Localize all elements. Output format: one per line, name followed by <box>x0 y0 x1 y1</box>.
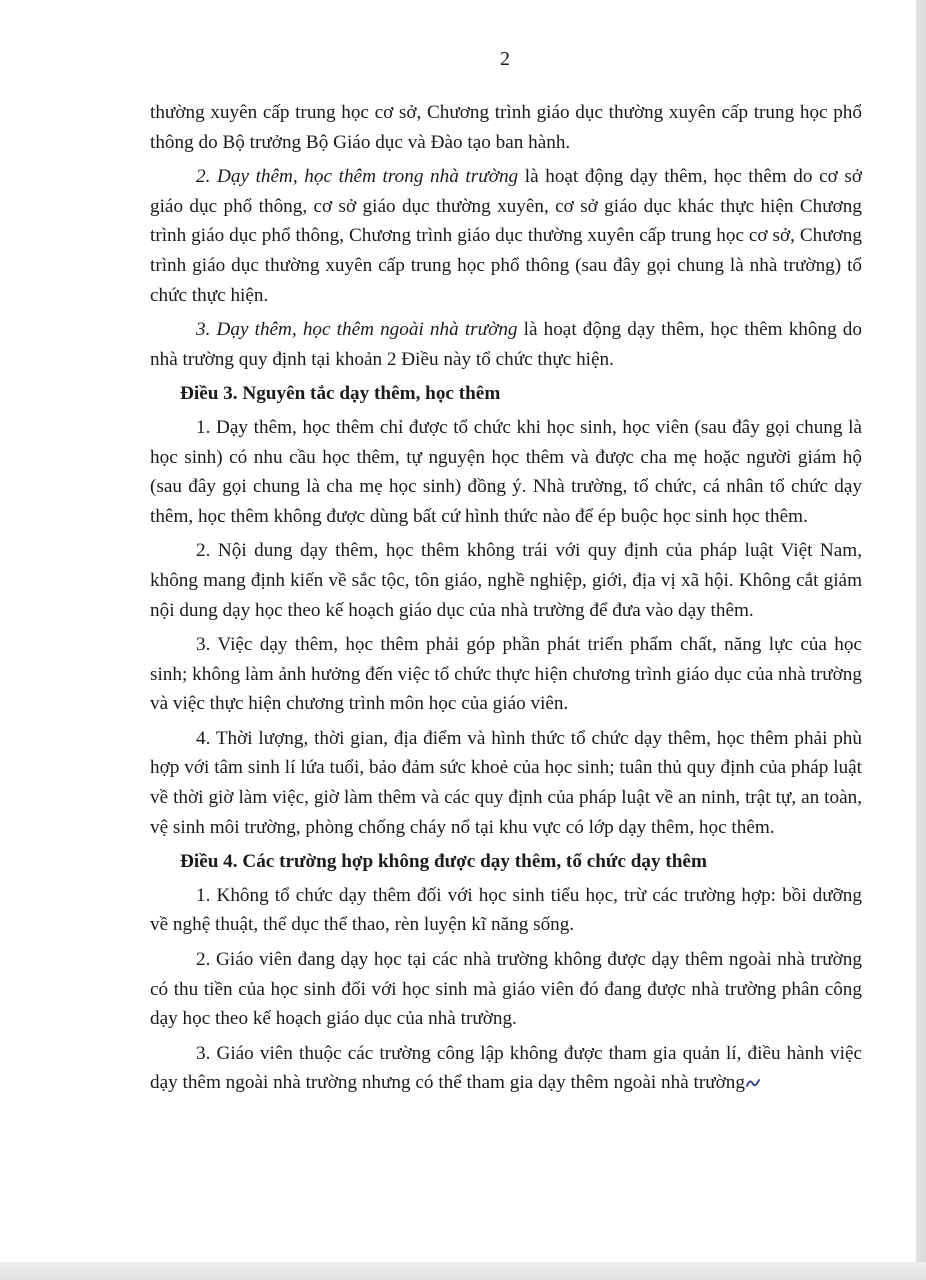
page-number: 2 <box>500 48 510 70</box>
article-3-clause-1: 1. Dạy thêm, học thêm chỉ được tổ chức khi học sinh, học viên (sau đây gọi chung là học sinh) có nhu cầu học thêm, tự nguyện học thêm và được cha mẹ hoặc người giám hộ (sau đây gọi chung là cha mẹ học sinh) đồng ý. Nhà trường, tổ chức, cá nhân tổ chức dạy thêm, học thêm không được dùng bất cứ hình thức nào để ép buộc học sinh học thêm. <box>150 416 862 527</box>
article-3-clause-2: 2. Nội dung dạy thêm, học thêm không trái với quy định của pháp luật Việt Nam, không mang định kiến về sắc tộc, tôn giáo, nghề nghiệp, giới, địa vị xã hội. Không cắt giảm nội dung dạy học theo kế hoạch giáo dục của nhà trường để đưa vào dạy thêm. <box>150 540 862 621</box>
article-3-clause-3: 3. Việc dạy thêm, học thêm phải góp phần phát triển phẩm chất, năng lực của học sinh; không làm ảnh hưởng đến việc tổ chức thực hiện chương trình giáo dục của nhà trường và việc thực hiện chương trình môn học của giáo viên. <box>150 634 862 715</box>
scan-edge-shadow <box>916 0 926 1280</box>
initial-signature-mark <box>745 1076 761 1090</box>
term-outside-school: 3. Dạy thêm, học thêm ngoài nhà trường <box>196 319 518 341</box>
definition-paragraph-2 <box>150 162 862 310</box>
definition-text-3: là hoạt động dạy thêm, học thêm không do nhà trường quy định tại khoản 2 Điều này tổ chức thực hiện. <box>150 319 862 370</box>
article-4-clause-3-text: 3. Giáo viên thuộc các trường công lập không được tham gia quản lí, điều hành việc dạy thêm ngoài nhà trường nhưng có thể tham gia dạy thêm ngoài nhà trường <box>150 1042 862 1094</box>
article-4-clause-1: 1. Không tổ chức dạy thêm đối với học sinh tiểu học, trừ các trường hợp: bồi dưỡng về nghệ thuật, thể dục thể thao, rèn luyện kĩ năng sống. <box>150 884 862 936</box>
definition-paragraph-3 <box>150 315 862 374</box>
term-in-school: 2. Dạy thêm, học thêm trong nhà trường <box>196 166 519 188</box>
scan-bottom-edge <box>0 1262 926 1280</box>
document-body <box>150 98 862 1103</box>
definition-text-2: là hoạt động dạy thêm, học thêm do cơ sở giáo dục phổ thông, cơ sở giáo dục thường xuyên, cơ sở giáo dục khác thực hiện Chương trình giáo dục phổ thông, Chương trình giáo dục thường xuyên cấp trung học cơ sở, Chương trình giáo dục thường xuyên cấp trung học phổ thông (sau đây gọi chung là nhà trường) tổ chức thực hiện. <box>150 166 862 306</box>
continuation-paragraph: thường xuyên cấp trung học cơ sở, Chương trình giáo dục thường xuyên cấp trung học phổ thông do Bộ trưởng Bộ Giáo dục và Đào tạo ban hành. <box>150 102 862 153</box>
article-4-clause-2: 2. Giáo viên đang dạy học tại các nhà trường không được dạy thêm ngoài nhà trường có thu tiền của học sinh đối với học sinh mà giáo viên đó đang được nhà trường phân công dạy học theo kế hoạch giáo dục của nhà trường. <box>150 949 862 1030</box>
article-3-clause-4: 4. Thời lượng, thời gian, địa điểm và hình thức tổ chức dạy thêm, học thêm phải phù hợp với tâm sinh lí lứa tuổi, bảo đảm sức khoẻ của học sinh; tuân thủ quy định của pháp luật về thời giờ làm việc, giờ làm thêm và các quy định của pháp luật về an ninh, trật tự, an toàn, vệ sinh môi trường, phòng chống cháy nổ tại khu vực có lớp dạy thêm, học thêm. <box>150 727 862 838</box>
article-3-heading: Điều 3. Nguyên tắc dạy thêm, học thêm <box>180 383 501 405</box>
article-4-heading: Điều 4. Các trường hợp không được dạy thêm, tổ chức dạy thêm <box>180 851 707 873</box>
article-4-clause-3 <box>150 1039 862 1098</box>
